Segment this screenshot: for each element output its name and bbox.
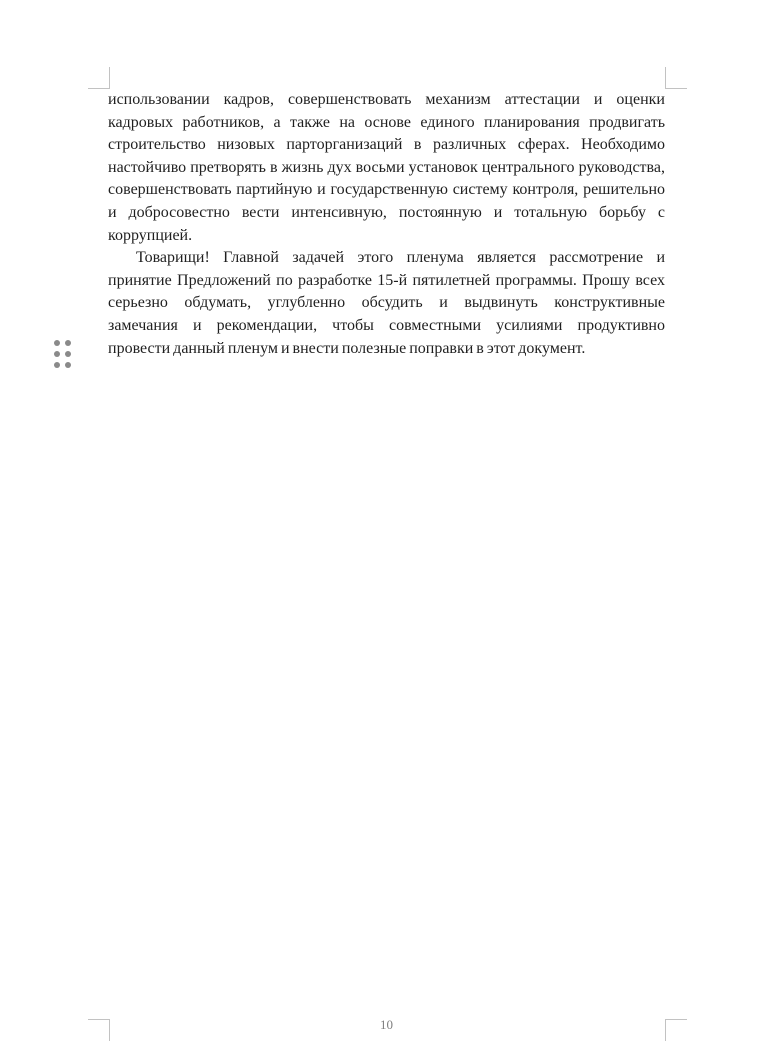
margin-crop-mark-bottom-right-icon bbox=[665, 1019, 687, 1041]
document-text-body[interactable] bbox=[108, 89, 665, 360]
paragraph bbox=[108, 247, 665, 360]
drag-dot bbox=[54, 340, 60, 346]
text-line[interactable]: использовании кадров, совершенствовать механизм аттестации и оценки bbox=[108, 91, 665, 108]
text-line[interactable]: коррупцией. bbox=[108, 226, 193, 244]
text-line[interactable]: Товарищи! Главной задачей этого пленума является рассмотрение и bbox=[136, 249, 665, 267]
drag-dot bbox=[54, 362, 60, 368]
margin-crop-mark-top-right-icon bbox=[665, 67, 687, 89]
margin-crop-mark-top-left-icon bbox=[88, 67, 110, 89]
paragraph bbox=[108, 89, 665, 247]
drag-dot bbox=[54, 351, 60, 357]
text-line[interactable]: кадровых работников, а также на основе единого планирования продвигать bbox=[108, 113, 665, 131]
drag-dot bbox=[65, 362, 71, 368]
page-footer bbox=[108, 1017, 665, 1033]
drag-dot bbox=[65, 340, 71, 346]
text-line[interactable]: замечания и рекомендации, чтобы совместными усилиями продуктивно bbox=[108, 316, 665, 334]
page-number: 10 bbox=[380, 1017, 393, 1032]
margin-crop-mark-bottom-left-icon bbox=[88, 1019, 110, 1041]
text-line[interactable]: совершенствовать партийную и государственную систему контроля, решительно bbox=[108, 181, 665, 199]
text-line[interactable]: настойчиво претворять в жизнь дух восьми установок центрального руководства, bbox=[108, 158, 665, 176]
text-line[interactable]: строительство низовых парторганизаций в различных сферах. Необходимо bbox=[108, 136, 665, 154]
text-line[interactable]: принятие Предложений по разработке 15-й пятилетней программы. Прошу всех bbox=[108, 271, 665, 289]
text-line[interactable]: серьезно обдумать, углубленно обсудить и выдвинуть конструктивные bbox=[108, 294, 665, 312]
drag-dot bbox=[65, 351, 71, 357]
text-line[interactable]: провести данный пленум и внести полезные поправки в этот документ. bbox=[108, 339, 586, 357]
text-line[interactable]: и добросовестно вести интенсивную, постоянную и тотальную борьбу с bbox=[108, 203, 665, 221]
six-dot-drag-handle-icon[interactable] bbox=[54, 340, 71, 368]
